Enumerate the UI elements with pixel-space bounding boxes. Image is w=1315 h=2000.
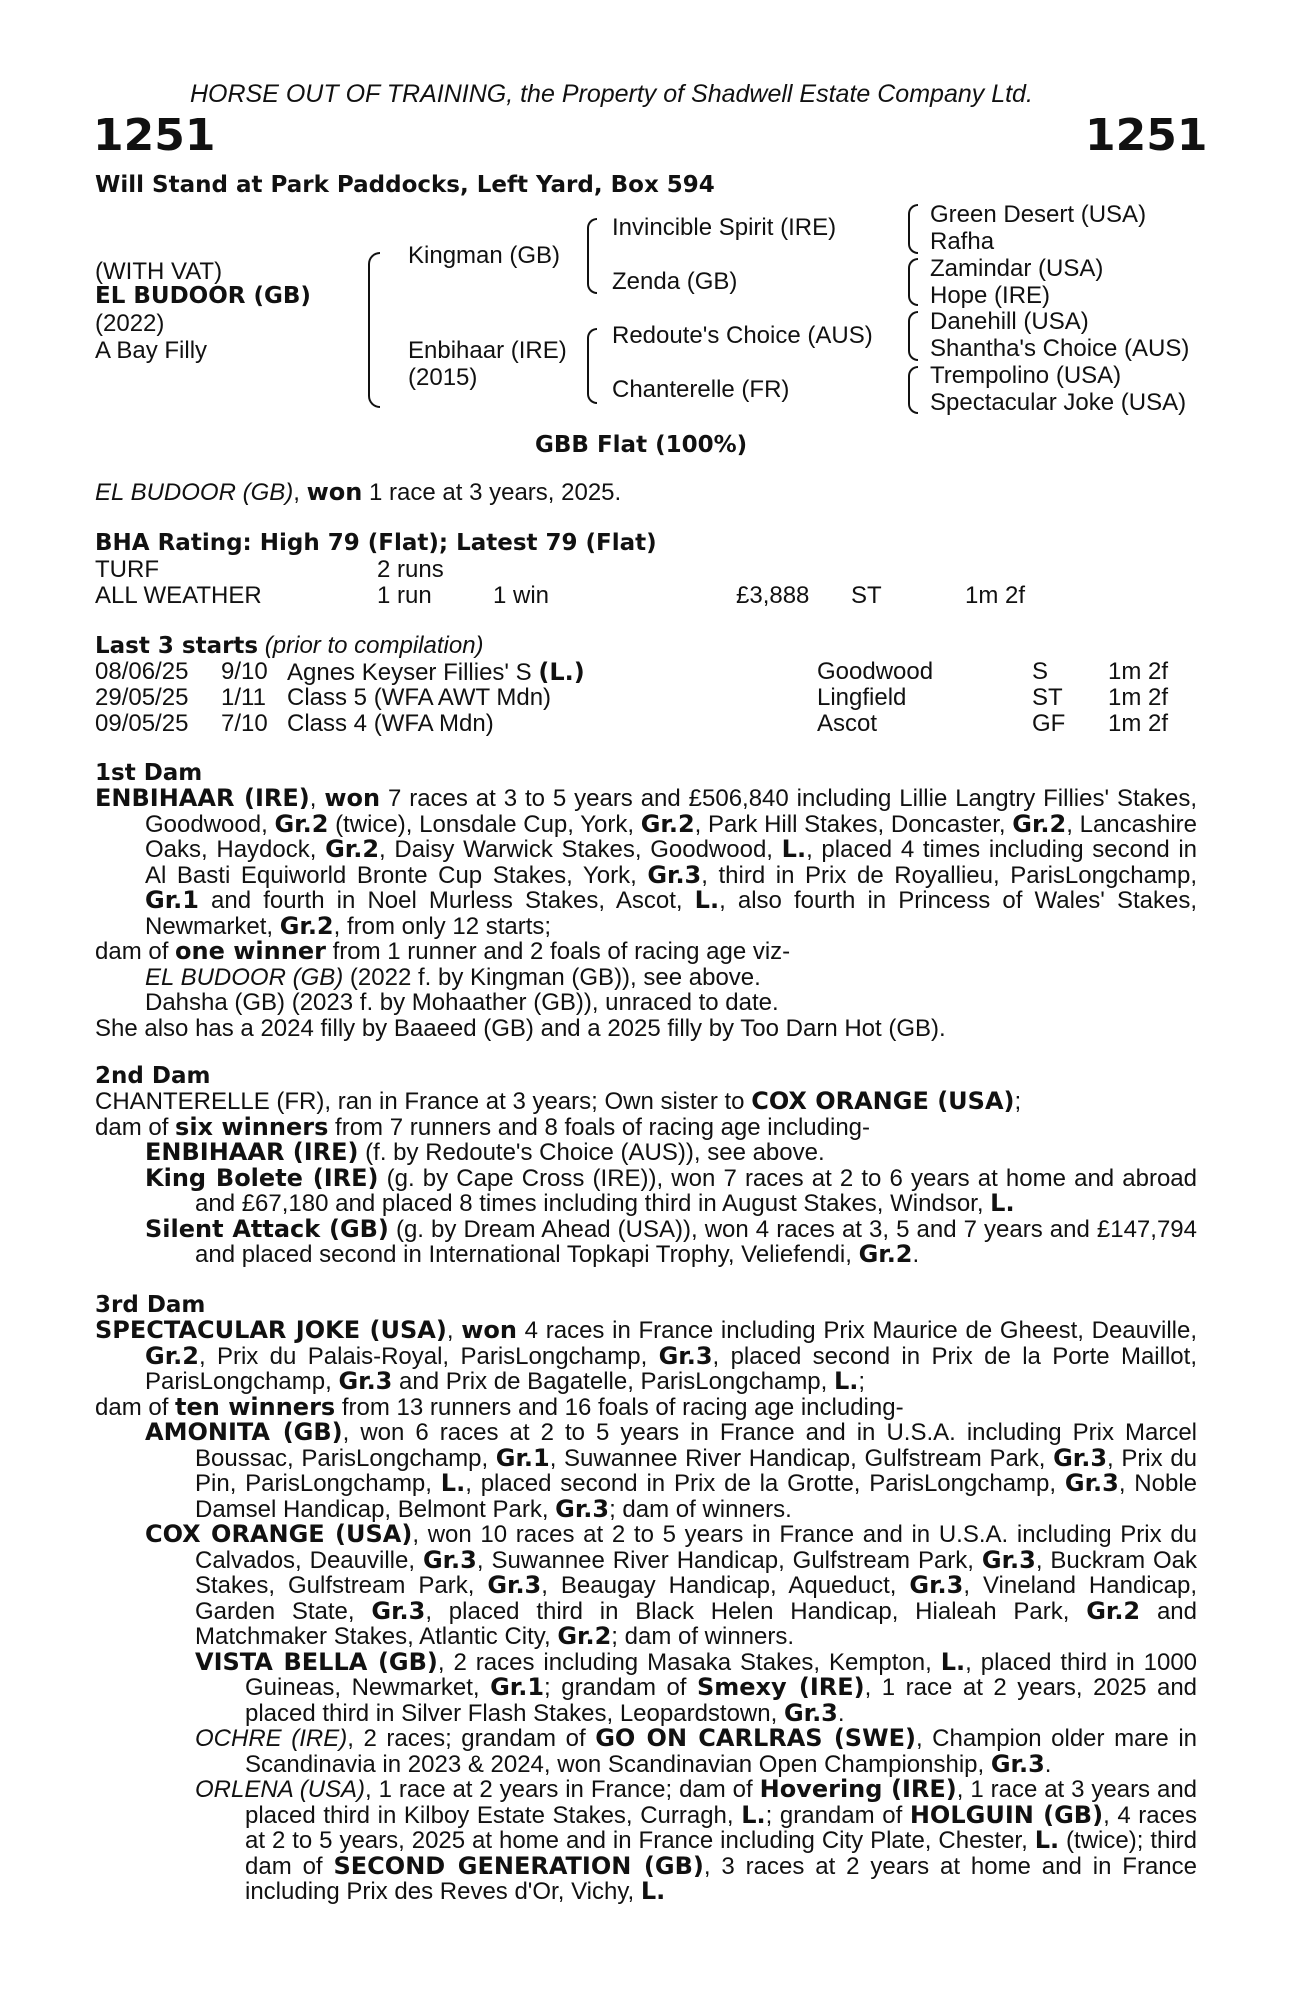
start-distance: 1m 2f [1108, 710, 1169, 737]
dam1-foal: EL BUDOOR (GB) (2022 f. by Kingman (GB)), see above. [145, 963, 761, 991]
first-dam-heading: 1st Dam [95, 760, 203, 786]
start-race-wrap [287, 658, 585, 687]
pedigree-dam: Enbihaar (IRE) [408, 337, 567, 364]
pedigree-dss: Danehill (USA) [930, 308, 1089, 335]
pedigree-brace-sire [587, 218, 597, 294]
dam3-grandprogeny-vista-bella: VISTA BELLA (GB), 2 races including Masaka Stakes, Kempton, L., placed third in 1000 Guineas, Newmarket, Gr.1; grandam of Smexy (IRE), 1 race at 2 years, 2025 and placed third in Silver Flash Stakes, Leopardstown, Gr.3. [195, 1647, 1198, 1727]
lot-number-right: 1251 [1085, 110, 1208, 161]
pedigree-brace-ds [908, 311, 918, 361]
start-race: Class 5 (WFA AWT Mdn) [287, 684, 552, 711]
start-going: S [1032, 658, 1049, 685]
pedigree-ddd: Spectacular Joke (USA) [930, 389, 1187, 416]
start-race: Agnes Keyser Fillies' S [287, 659, 532, 686]
pedigree-sss: Green Desert (USA) [930, 201, 1147, 228]
pedigree-dam-year: (2015) [408, 364, 478, 391]
start-course: Ascot [817, 710, 878, 737]
rating-runs: 2 runs [377, 556, 444, 583]
pedigree-dds: Trempolino (USA) [930, 362, 1122, 389]
start-course: Lingfield [817, 684, 907, 711]
third-dam-heading: 3rd Dam [95, 1292, 206, 1318]
summary-won: won [306, 478, 363, 506]
pedigree-dam-dam: Chanterelle (FR) [612, 376, 790, 403]
pedigree-sdd: Hope (IRE) [930, 282, 1051, 309]
dam1-damof: dam of one winner from 1 runner and 2 foals of racing age viz- [95, 937, 791, 965]
dam2-progeny: Silent Attack (GB) (g. by Dream Ahead (USA)), won 4 races at 3, 5 and 7 years and £147,794 and placed second in International Topkapi Trophy, Veliefendi, Gr.2. [145, 1214, 1197, 1268]
pedigree-brace-ss [908, 204, 918, 254]
rating-wins: 1 win [493, 582, 550, 609]
dam3-grandprogeny-orlena: ORLENA (USA), 1 race at 2 years in France; dam of Hovering (IRE), 1 race at 3 years and placed third in Kilboy Estate Stakes, Curragh, L.; grandam of HOLGUIN (GB), 4 races at 2 to 5 years, 2025 at home and in France including City Plate, Chester, L. (twice); third dam of SECOND GENERATION (GB), 3 races at 2 years at home and in France including Prix des Reves d'Or, Vichy, L. [195, 1775, 1198, 1905]
dam1-won: won [324, 784, 381, 812]
dam1-name: ENBIHAAR (IRE) [95, 784, 310, 812]
pedigree-sire: Kingman (GB) [408, 242, 561, 269]
rating-surface: TURF [95, 556, 159, 583]
second-dam-record: CHANTERELLE (FR), ran in France at 3 years; Own sister to COX ORANGE (USA); dam of six winners from 7 runners and 8 foals of racing age including- ENBIHAAR (IRE) (f. by Redoute's Choice (AUS)), see above. King Bolete (IRE) (g. by Cape Cross (IRE)), won 7 races at 2 to 6 years at home and abroad and £67,180 and placed 8 times including third in August Stakes, Windsor, L. Silent Attack (GB) (g. by Dream Ahead (USA)), won 4 races at 3, 5 and 7 years and £147,794 and placed second in International Topkapi Trophy, Veliefendi, Gr.2. [95, 1087, 1197, 1268]
catalogue-header: HORSE OUT OF TRAINING, the Property of Shadwell Estate Company Ltd. [190, 80, 1033, 108]
first-dam-record: ENBIHAAR (IRE), won 7 races at 3 to 5 years and £506,840 including Lillie Langtry Fillies' Stakes, Goodwood, Gr.2 (twice), Lonsdale Cup, York, Gr.2, Park Hill Stakes, Doncaster, Gr.2, Lancashire Oaks, Haydock, Gr.2, Daisy Warwick Stakes, Goodwood, L., placed 4 times including second in Al Basti Equiworld Bronte Cup Stakes, York, Gr.3, third in Prix de Royallieu, ParisLongchamp, Gr.1 and fourth in Noel Murless Stakes, Ascot, L., also fourth in Princess of Wales' Stakes, Newmarket, Gr.2, from only 12 starts; dam of one winner from 1 runner and 2 foals of racing age viz- EL BUDOOR (GB) (2022 f. by Kingman (GB)), see above. Dahsha (GB) (2023 f. by Mohaather (GB)), unraced to date. She also has a 2024 filly by Baaeed (GB) and a 2025 filly by Too Darn Hot (GB). [95, 784, 1198, 1042]
summary-name: EL BUDOOR (GB) [95, 479, 294, 506]
dam1-foal: Dahsha (GB) (2023 f. by Mohaather (GB)), unraced to date. [145, 989, 779, 1016]
lot-number-left: 1251 [93, 110, 216, 161]
rating-prize: £3,888 [736, 582, 810, 609]
dam1-also: She also has a 2024 filly by Baaeed (GB) and a 2025 filly by Too Darn Hot (GB). [95, 1014, 946, 1042]
pedigree-brace-dam [587, 328, 597, 404]
start-race: Class 4 (WFA Mdn) [287, 710, 494, 737]
dam2-progeny: ENBIHAAR (IRE) (f. by Redoute's Choice (AUS)), see above. [145, 1138, 825, 1166]
bha-rating: BHA Rating: High 79 (Flat); Latest 79 (Flat) [95, 530, 657, 556]
start-position: 1/11 [221, 684, 266, 711]
dam3-progeny-cox-orange: COX ORANGE (USA), won 10 races at 2 to 5 years in France and in U.S.A. including Prix du Calvados, Deauville, Gr.3, Suwannee River Handicap, Gulfstream Park, Gr.3, Buckram Oak Stakes, Gulfstream Park, Gr.3, Beaugay Handicap, Aqueduct, Gr.3, Vineland Handicap, Garden State, Gr.3, placed third in Black Helen Handicap, Hialeah Park, Gr.2 and Matchmaker Stakes, Atlantic City, Gr.2; dam of winners. [145, 1520, 1198, 1650]
start-distance: 1m 2f [1108, 684, 1169, 711]
dam2-progeny: King Bolete (IRE) (g. by Cape Cross (IRE)), won 7 races at 2 to 6 years at home and abroad and £67,180 and placed 8 times including third in August Stakes, Windsor, L. [145, 1163, 1197, 1217]
pedigree-brace-sd [908, 258, 918, 306]
gbb-flat: GBB Flat (100%) [535, 432, 748, 458]
start-going: ST [1032, 684, 1063, 711]
horse-description: A Bay Filly [95, 337, 208, 364]
pedigree-sds: Zamindar (USA) [930, 255, 1104, 282]
start-race-tag: (L.) [538, 658, 585, 686]
last-starts-title: Last 3 starts [95, 633, 259, 659]
last-starts-note: (prior to compilation) [258, 632, 484, 659]
last-starts-heading [95, 632, 484, 660]
start-going: GF [1032, 710, 1066, 737]
horse-name: EL BUDOOR (GB) [95, 283, 311, 309]
pedigree-sire-sire: Invincible Spirit (IRE) [612, 214, 837, 241]
rating-distance: 1m 2f [965, 582, 1026, 609]
start-course: Goodwood [817, 658, 934, 685]
pedigree-ssd: Rafha [930, 228, 995, 255]
rating-surface: ALL WEATHER [95, 582, 262, 609]
start-position: 7/10 [221, 710, 268, 737]
start-distance: 1m 2f [1108, 658, 1169, 685]
pedigree-brace-dd [908, 366, 918, 414]
pedigree-sire-dam: Zenda (GB) [612, 268, 738, 295]
dam3-progeny-amonita: AMONITA (GB), won 6 races at 2 to 5 years in France and in U.S.A. including Prix Marcel Boussac, ParisLongchamp, Gr.1, Suwannee River Handicap, Gulfstream Park, Gr.3, Prix du Pin, ParisLongchamp, L., placed second in Prix de la Grotte, ParisLongchamp, Gr.3, Noble Damsel Handicap, Belmont Park, Gr.3; dam of winners. [145, 1418, 1198, 1523]
horse-year: (2022) [95, 310, 165, 337]
start-position: 9/10 [221, 658, 268, 685]
pedigree-brace-main [368, 252, 380, 408]
start-date: 09/05/25 [95, 710, 189, 737]
vat-note: (WITH VAT) [95, 258, 223, 285]
third-dam-record: SPECTACULAR JOKE (USA), won 4 races in France including Prix Maurice de Gheest, Deauville, Gr.2, Prix du Palais-Royal, ParisLongchamp, Gr.3, placed second in Prix de la Porte Maillot, ParisLongchamp, Gr.3 and Prix de Bagatelle, ParisLongchamp, L.; dam of ten winners from 13 runners and 16 foals of racing age including- AMONITA (GB), won 6 races at 2 to 5 years in France and in U.S.A. including Prix Marcel Boussac, ParisLongchamp, Gr.1, Suwannee River Handicap, Gulfstream Park, Gr.3, Prix du Pin, ParisLongchamp, L., placed second in Prix de la Grotte, ParisLongchamp, Gr.3, Noble Damsel Handicap, Belmont Park, Gr.3; dam of winners. COX ORANGE (USA), won 10 races at 2 to 5 years in France and in U.S.A. including Prix du Calvados, Deauville, Gr.3, Suwannee River Handicap, Gulfstream Park, Gr.3, Buckram Oak Stakes, Gulfstream Park, Gr.3, Beaugay Handicap, Aqueduct, Gr.3, Vineland Handicap, Garden State, Gr.3, placed third in Black Helen Handicap, Hialeah Park, Gr.2 and Matchmaker Stakes, Atlantic City, Gr.2; dam of winners. VISTA BELLA (GB), 2 races including Masaka Stakes, Kempton, L., placed third in 1000 Guineas, Newmarket, Gr.1; grandam of Smexy (IRE), 1 race at 2 years, 2025 and placed third in Silver Flash Stakes, Leopardstown, Gr.3. OCHRE (IRE), 2 races; grandam of GO ON CARLRAS (SWE), Champion older mare in Scandinavia in 2023 & 2024, won Scandinavian Open Championship, Gr.3. ORLENA (USA), 1 race at 2 years in France; dam of Hovering (IRE), 1 race at 3 years and placed third in Kilboy Estate Stakes, Curragh, L.; grandam of HOLGUIN (GB), 4 races at 2 to 5 years, 2025 at home and in France including City Plate, Chester, L. (twice); third dam of SECOND GENERATION (GB), 3 races at 2 years at home and in France including Prix des Reves d'Or, Vichy, L. [95, 1316, 1198, 1905]
pedigree-dsd: Shantha's Choice (AUS) [930, 335, 1190, 362]
pedigree-dam-sire: Redoute's Choice (AUS) [612, 322, 873, 349]
race-summary: EL BUDOOR (GB), won 1 race at 3 years, 2025. [95, 478, 622, 506]
start-date: 08/06/25 [95, 658, 189, 685]
summary-rest: 1 race at 3 years, 2025. [362, 479, 622, 506]
second-dam-heading: 2nd Dam [95, 1063, 211, 1089]
start-date: 29/05/25 [95, 684, 189, 711]
rating-going: ST [851, 582, 882, 609]
dam3-grandprogeny-ochre: OCHRE (IRE), 2 races; grandam of GO ON CARLRAS (SWE), Champion older mare in Scandinavia in 2023 & 2024, won Scandinavian Open Championship, Gr.3. [195, 1724, 1197, 1778]
rating-runs: 1 run [377, 582, 432, 609]
stand-location: Will Stand at Park Paddocks, Left Yard, Box 594 [95, 172, 715, 198]
